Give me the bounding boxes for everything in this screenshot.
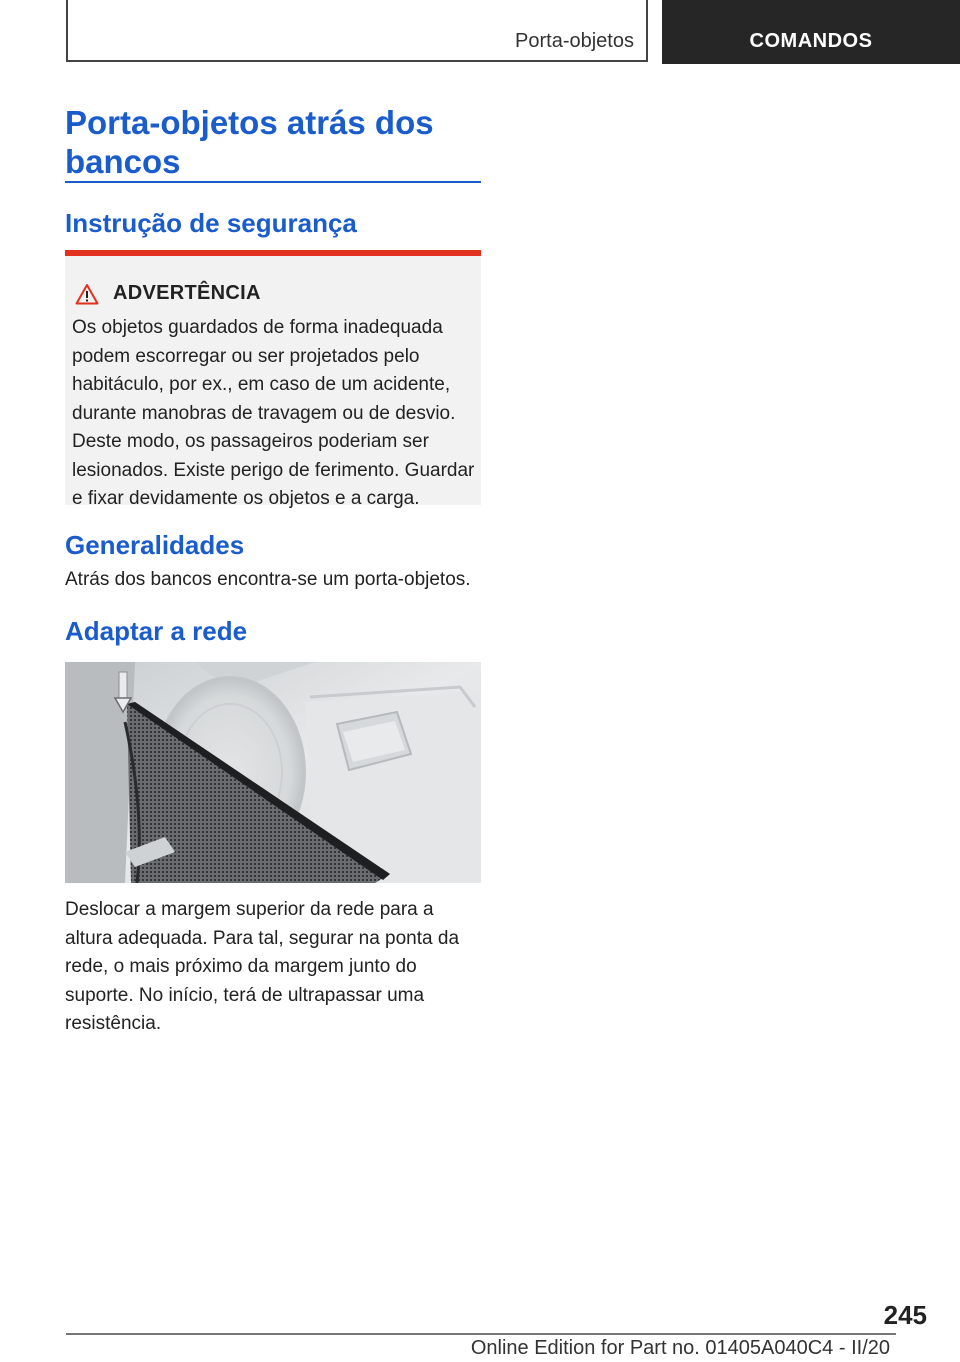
adapt-heading: Adaptar a rede xyxy=(65,616,248,646)
warning-title: ADVERTÊNCIA xyxy=(113,282,261,304)
adapt-text: Deslocar a margem superior da rede para a altura adequada. Para tal, segurar na ponta da rede, o mais próximo da margem junto do suporte. No início, terá de ultrapassar uma resistência. xyxy=(65,899,460,1034)
footer-divider xyxy=(66,1333,896,1335)
warning-text: Os objetos guardados de forma inadequada podem escorregar ou ser projetados pelo habitáculo, por ex., em caso de um acidente, durante manobras de travagem ou de desvio. Deste modo, os passageiros poderiam ser lesionados. Existe perigo de ferimento. Guardar e fixar devidamente os objetos e a carga. xyxy=(72,317,475,509)
warning-triangle-icon xyxy=(75,283,99,305)
general-text: Atrás dos bancos encontra-se um porta-objetos. xyxy=(65,569,471,590)
net-illustration xyxy=(65,662,481,883)
general-heading: Generalidades xyxy=(65,530,245,560)
chapter-tab xyxy=(66,0,648,62)
page-title: Porta-objetos atrás dos bancos xyxy=(65,104,434,180)
title-divider xyxy=(65,181,481,183)
warning-header xyxy=(75,282,261,305)
section-tab-label: COMANDOS xyxy=(749,30,873,52)
chapter-tab-label: Porta-objetos xyxy=(515,30,634,52)
section-tab xyxy=(662,0,960,64)
footer-edition: Online Edition for Part no. 01405A040C4 - II/20 xyxy=(470,1337,890,1359)
safety-heading: Instrução de segurança xyxy=(65,208,357,238)
page-number: 245 xyxy=(883,1300,927,1330)
storage-net-image xyxy=(65,662,481,883)
warning-box xyxy=(65,250,481,509)
